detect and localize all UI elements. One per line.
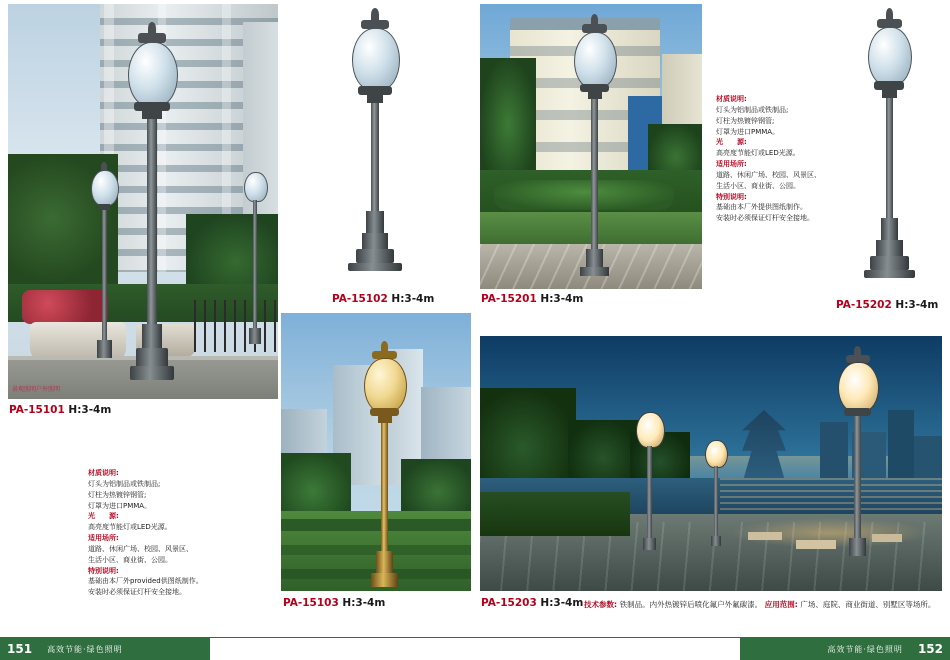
lamp-illustration-15101 (120, 22, 184, 382)
spec-left-note-1: 安装时必须保证灯杆安全接地。 (88, 588, 186, 597)
spec-right-usage-1: 生活小区、商业街、公园。 (716, 181, 800, 190)
photo-pa-15101 (8, 4, 278, 399)
code-pa-15201: PA-15201 (481, 293, 537, 305)
spec-right-note-title: 特别说明: (716, 192, 747, 201)
height-pa-15101: H:3-4m (68, 404, 112, 416)
page-number-left: 151 (0, 642, 39, 656)
code-pa-15102: PA-15102 (332, 293, 388, 305)
footer-text-left: 高效节能·绿色照明 (47, 644, 123, 654)
spec-right-source: 高亮度节能灯或LED光源。 (716, 149, 800, 158)
lamp-illustration-15201 (568, 14, 622, 276)
spec-left-usage-0: 道路、休闲广场、校园、风景区、 (88, 544, 193, 553)
page-number-right: 152 (911, 642, 950, 656)
spec-left-usage-1: 生活小区、商业街、公园。 (88, 555, 172, 564)
height-pa-15201: H:3-4m (540, 293, 584, 305)
photo-watermark: 景观照明户外照明 (12, 386, 61, 393)
tech-text: 铁制品。内外热镀锌后喷化氟户外氟碳漆。 (619, 600, 763, 609)
spec-right-usage-0: 道路、休闲广场、校园、风景区、 (716, 170, 821, 179)
lamp-illustration-15202 (862, 8, 918, 286)
caption-pa-15201 (481, 293, 583, 305)
footer-left (0, 638, 210, 660)
spec-right-note-1: 安装时必须保证灯杆安全接地。 (716, 214, 814, 223)
spec-left-note-title: 特别说明: (88, 566, 119, 575)
height-pa-15103: H:3-4m (342, 597, 386, 609)
spec-left-source-title: 光 源: (88, 512, 119, 521)
apply-text: 广场、庭院、商业街道、别墅区等场所。 (800, 600, 936, 609)
spec-left-usage-title: 适用场所: (88, 534, 119, 543)
spec-left-line-2: 灯罩为进口PMMA。 (88, 501, 152, 510)
code-pa-15202: PA-15202 (836, 299, 892, 311)
caption-pa-15102 (332, 293, 434, 305)
lamp-illustration-15203-main (832, 346, 884, 561)
spec-right-line-1: 灯柱为热镀锌钢管; (716, 116, 775, 125)
photo-pa-15202 (836, 4, 942, 289)
caption-pa-15202 (836, 299, 938, 311)
spec-left-note-0: 基础由本厂外provided供图纸制作。 (88, 577, 203, 586)
footer-right (740, 638, 950, 660)
lamp-illustration-15102 (346, 8, 406, 286)
apply-title: 应用范围: (764, 600, 798, 609)
spec-left-line-1: 灯柱为热镀锌钢管; (88, 490, 147, 499)
spec-right-title: 材质说明: (716, 95, 747, 103)
spec-right-line-0: 灯头为铝制品或铁制品; (716, 105, 789, 114)
spec-left-source: 高亮度节能灯或LED光源。 (88, 523, 172, 532)
spec-right-usage-title: 适用场所: (716, 160, 747, 169)
code-pa-15103: PA-15103 (283, 597, 339, 609)
photo-pa-15103 (281, 313, 471, 591)
footer-text-right: 高效节能·绿色照明 (827, 644, 903, 654)
spec-right-source-title: 光 源: (716, 138, 747, 147)
spec-right-note-0: 基础由本厂外提供图纸制作。 (716, 203, 807, 212)
height-pa-15202: H:3-4m (895, 299, 939, 311)
caption-pa-15101 (9, 404, 111, 416)
caption-pa-15203 (481, 597, 583, 609)
caption-pa-15103 (283, 597, 385, 609)
height-pa-15203: H:3-4m (540, 597, 584, 609)
spec-left-line-0: 灯头为铝制品或铁制品; (88, 479, 161, 488)
spec-block-left (88, 468, 238, 598)
tech-title: 技术参数: (584, 600, 617, 609)
spec-left-title: 材质说明: (88, 469, 119, 477)
lamp-illustration-15103 (357, 341, 413, 589)
photo-pa-15201 (480, 4, 702, 289)
spec-right-line-2: 灯罩为进口PMMA。 (716, 127, 780, 136)
height-pa-15102: H:3-4m (391, 293, 435, 305)
tech-note-pa-15203 (584, 599, 935, 610)
photo-pa-15102 (288, 4, 458, 289)
photo-pa-15203 (480, 336, 942, 591)
code-pa-15101: PA-15101 (9, 404, 65, 416)
code-pa-15203: PA-15203 (481, 597, 537, 609)
